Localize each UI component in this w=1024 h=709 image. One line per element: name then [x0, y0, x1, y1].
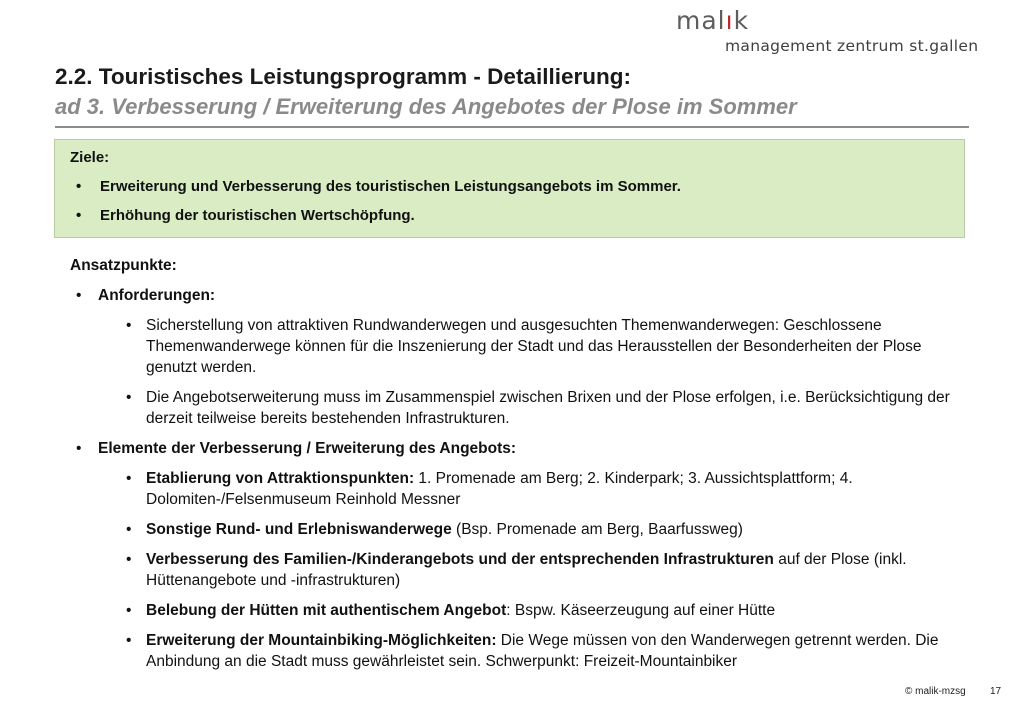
element-subitem: • Sonstige Rund- und Erlebniswanderwege (Bsp. Promenade am Berg, Baarfussweg) — [126, 521, 743, 538]
approach-section — [70, 255, 970, 681]
slide-title: 2.2. Touristisches Leistungsprogramm - Detaillierung: — [55, 64, 631, 89]
goal-item: • Erweiterung und Verbesserung des touristischen Leistungsangebots im Sommer. — [76, 178, 681, 195]
element-subitem: • Belebung der Hütten mit authentischem Angebot: Bspw. Käseerzeugung auf einer Hütte — [126, 602, 776, 619]
element-subitem: • Etablierung von Attraktionspunkten: 1. Promenade am Berg; 2. Kinderpark; 3. Aussichtsplattform; 4. Dolomiten-/Felsenmuseum Reinhold Messner — [126, 470, 853, 508]
goal-item: • Erhöhung der touristischen Wertschöpfung. — [76, 207, 415, 224]
element-subitem: • Verbesserung des Familien-/Kinderangebots und der entsprechenden Infrastrukturen auf der Plose (inkl. Hüttenangebote und -infrastrukturen) — [126, 551, 907, 589]
requirements-item: • Anforderungen: — [76, 287, 216, 304]
logo: malık — [676, 6, 750, 35]
slide-subtitle: ad 3. Verbesserung / Erweiterung des Angebotes der Plose im Sommer — [55, 94, 797, 119]
footer-copyright: © malik-mzsg — [905, 686, 966, 697]
goals-heading: Ziele: — [70, 149, 110, 166]
element-subitem: • Erweiterung der Mountainbiking-Möglichkeiten: Die Wege müssen von den Wanderwegen getrennt werden. Die Anbindung an die Stadt muss gewährleistet sein. Schwerpunkt: Freizeit-Mountainbiker — [126, 632, 939, 670]
approach-heading: Ansatzpunkte: — [70, 257, 177, 274]
elements-item: • Elemente der Verbesserung / Erweiterung des Angebots: — [76, 440, 517, 457]
requirement-subitem: • Die Angebotserweiterung muss im Zusammenspiel zwischen Brixen und der Plose erfolgen, i.e. Berücksichtigung der derzeit teilweise bereits bestehenden Infrastrukturen. — [126, 389, 950, 427]
requirement-subitem: • Sicherstellung von attraktiven Rundwanderwegen und ausgesuchten Themenwanderwegen: Geschlossene Themenwanderwege können für die Inszenierung der Stadt und das Herausstellen der Besonderheiten der Plose genutzt werden. — [126, 317, 922, 376]
logo-tagline: management zentrum st.gallen — [725, 37, 979, 55]
title-divider — [55, 126, 969, 128]
goals-box — [54, 139, 965, 238]
page-number: 17 — [990, 686, 1002, 697]
